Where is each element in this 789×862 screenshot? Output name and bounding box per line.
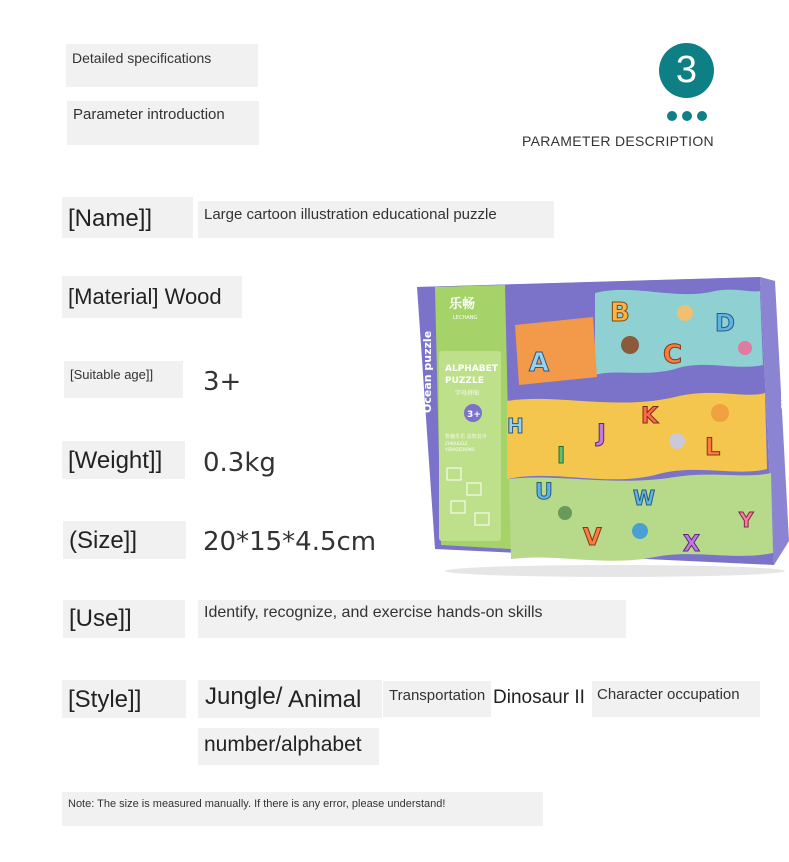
box-side-text: ALPHABET PUZZLE: [779, 343, 787, 409]
style-value-jungle: Jungle/: [205, 683, 283, 710]
detailed-specifications-label: Detailed specifications: [66, 44, 258, 87]
puzzle-letter: B: [610, 298, 630, 328]
box-brand-sub: LECHANG: [453, 315, 478, 321]
dot-icon: [682, 111, 692, 121]
suitable-age-value: 3+: [203, 367, 242, 397]
puzzle-letter: J: [597, 419, 606, 447]
box-tagline-py2: YIZHIQIZHONG: [445, 447, 475, 452]
dot-icon: [667, 111, 677, 121]
weight-label: [Weight]]: [62, 441, 185, 479]
box-title-line2: PUZZLE: [445, 376, 484, 386]
parameter-introduction-label: Parameter introduction: [67, 101, 259, 145]
puzzle-letter: D: [715, 309, 735, 337]
material-label: [Material] Wood: [62, 276, 242, 318]
puzzle-letter: V: [583, 523, 602, 551]
style-value-animal: Animal: [288, 686, 362, 713]
puzzle-letter: X: [683, 532, 700, 557]
dot-icon: [697, 111, 707, 121]
product-box-image: [415, 273, 789, 578]
puzzle-letter: U: [535, 480, 553, 505]
section-number-badge: 3: [659, 43, 714, 98]
name-value: Large cartoon illustration educational puzzle: [198, 201, 554, 238]
box-brand: 乐畅: [449, 297, 476, 312]
puzzle-letter: I: [557, 444, 566, 469]
style-value-dinosaur: Dinosaur II: [493, 687, 585, 708]
box-tagline-cn: 智趣乐乐 益智其中: [445, 434, 487, 440]
style-value-number-alphabet: number/alphabet: [198, 728, 379, 765]
parameter-description-heading: PARAMETER DESCRIPTION: [522, 133, 714, 149]
weight-value: 0.3kg: [203, 448, 276, 478]
box-title-cn: 字母拼图: [455, 390, 480, 397]
puzzle-letter: Y: [739, 508, 754, 532]
puzzle-letter: C: [663, 340, 683, 370]
box-title-line1: ALPHABET: [445, 364, 498, 374]
box-side-title: Ocean puzzle: [421, 330, 434, 413]
puzzle-letter: L: [705, 433, 721, 461]
style-label: [Style]]: [62, 680, 186, 718]
puzzle-letter: A: [529, 348, 550, 378]
box-age-badge: 3+: [467, 410, 481, 420]
suitable-age-label: [Suitable age]]: [64, 361, 183, 398]
style-value-character-occupation: Character occupation: [592, 681, 760, 717]
name-label: [Name]]: [62, 197, 193, 238]
size-value: 20*15*4.5cm: [203, 527, 377, 557]
use-value: Identify, recognize, and exercise hands-on skills: [198, 600, 626, 638]
use-label: [Use]]: [63, 600, 185, 638]
puzzle-letter: H: [507, 414, 524, 438]
box-tagline-py1: ZHIQULELE: [445, 441, 468, 446]
style-value-transportation: Transportation: [383, 681, 491, 717]
puzzle-letter: K: [641, 404, 659, 429]
puzzle-letter: W: [633, 486, 656, 510]
size-label: (Size]]: [63, 521, 186, 559]
measurement-note: Note: The size is measured manually. If there is any error, please understand!: [62, 792, 543, 826]
